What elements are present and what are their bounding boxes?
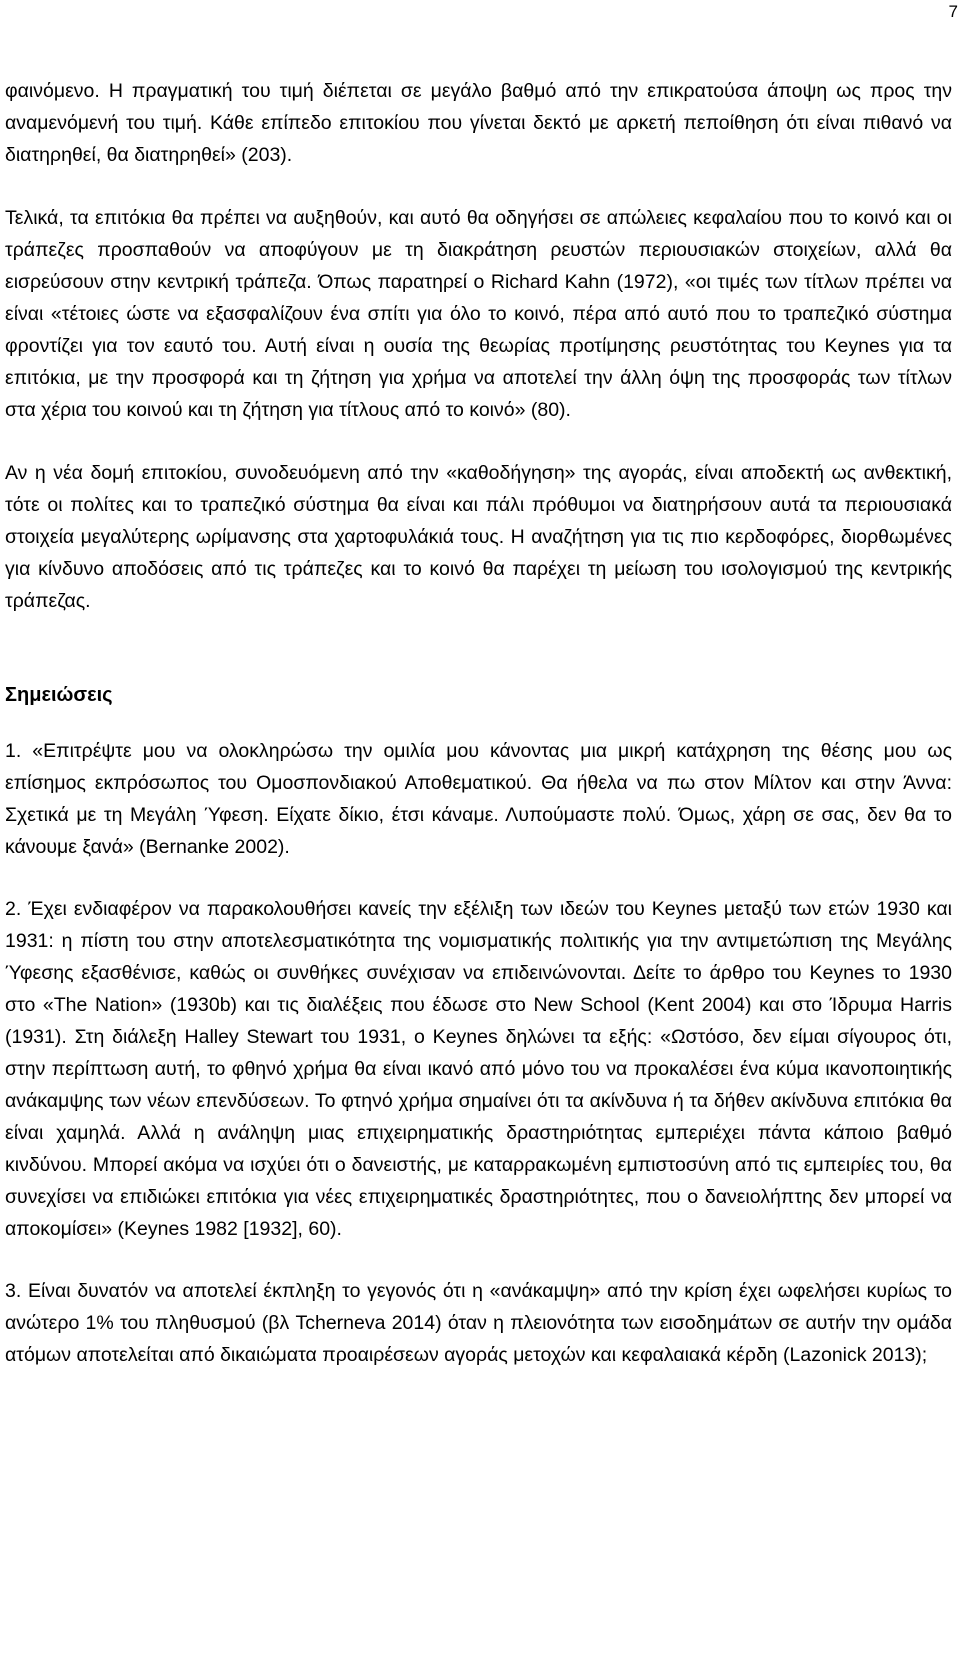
body-paragraph: Αν η νέα δομή επιτοκίου, συνοδευόμενη από την «καθοδήγηση» της αγοράς, είναι αποδεκτή ως ανθεκτική, τότε οι πολίτες και το τραπεζικό σύστημα θα είναι και πάλι πρόθυμοι να διατηρήσουν αυτά τα περιουσιακά στοιχεία μεγαλύτερης ωρίμανσης στα χαρτοφυλάκιά τους. Η αναζήτηση για τις πιο κερδοφόρες, διορθωμένες για κίνδυνο αποδόσεις από τις τράπεζες και το κοινό θα παρέχει τη μείωση του ισολογισμού της κεντρικής τράπεζας. (5, 462, 952, 612)
document-body (5, 75, 952, 1371)
page-number: 7 (948, 2, 958, 21)
body-paragraph: Τελικά, τα επιτόκια θα πρέπει να αυξηθούν, και αυτό θα οδηγήσει σε απώλειες κεφαλαίου που το κοινό και οι τράπεζες προσπαθούν να αποφύγουν με τη διακράτηση ρευστών περιουσιακών στοιχείων, αλλά θα εισρεύσουν στην κεντρική τράπεζα. Όπως παρατηρεί ο Richard Kahn (1972), «οι τιμές των τίτλων πρέπει να είναι «τέτοιες ώστε να εξασφαλίζουν ένα σπίτι για όλο το κοινό, πέρα από αυτό που το τραπεζικό σύστημα φροντίζει για τον εαυτό του. Αυτή είναι η ουσία της θεωρίας προτίμησης ρευστότητας του Keynes για τα επιτόκια, με την προσφορά και τη ζήτηση για χρήμα να αποτελεί την άλλη όψη της προσφοράς των τίτλων στα χέρια του κοινού και τη ζήτηση για τίτλους από το κοινό» (80). (5, 207, 952, 421)
footnote: 2. Έχει ενδιαφέρον να παρακολουθήσει κανείς την εξέλιξη των ιδεών του Keynes μεταξύ των ετών 1930 και 1931: η πίστη του στην αποτελεσματικότητα της νομισματικής πολιτικής για την αντιμετώπιση της Μεγάλης Ύφεσης εξασθένισε, καθώς οι συνθήκες συνέχισαν να επιδεινώνονται. Δείτε το άρθρο του Keynes το 1930 στο «The Nation» (1930b) και τις διαλέξεις που έδωσε στο New School (Kent 2004) και στο Ίδρυμα Harris (1931). Στη διάλεξη Halley Stewart του 1931, ο Keynes δηλώνει τα εξής: «Ωστόσο, δεν είμαι σίγουρος ότι, στην περίπτωση αυτή, το φθηνό χρήμα θα είναι ικανό από μόνο του να προκαλέσει ένα κύμα ικανοποιητικής ανάκαμψης των νέων επενδύσεων. Το φτηνό χρήμα σημαίνει ότι τα ακίνδυνα ή τα δήθεν ακίνδυνα επιτόκια θα είναι χαμηλά. Αλλά η ανάληψη μιας επιχειρηματικής δραστηριότητας εμπεριέχει πάντα κάποιο βαθμό κινδύνου. Μπορεί ακόμα να ισχύει ότι ο δανειστής, με καταρρακωμένη εμπιστοσύνη από τις εμπειρίες του, θα συνεχίσει να επιδιώκει επιτόκια για νέες επιχειρηματικές δραστηριότητες, που ο δανειολήπτης δεν μπορεί να αποκομίσει» (Keynes 1982 [1932], 60). (5, 898, 952, 1240)
notes-heading: Σημειώσεις (5, 684, 113, 706)
footnote: 3. Είναι δυνατόν να αποτελεί έκπληξη το γεγονός ότι η «ανάκαμψη» από την κρίση έχει ωφελήσει κυρίως το ανώτερο 1% του πληθυσμού (βλ Tcherneva 2014) όταν η πλειονότητα των εισοδημάτων σε αυτήν την ομάδα ατόμων αποτελείται από δικαιώματα προαιρέσεων αγοράς μετοχών και κεφαλαιακά κέρδη (Lazonick 2013); (5, 1280, 952, 1366)
footnote: 1. «Επιτρέψτε μου να ολοκληρώσω την ομιλία μου κάνοντας μια μικρή κατάχρηση της θέσης μου ως επίσημος εκπρόσωπος του Ομοσπονδιακού Αποθεματικού. Θα ήθελα να πω στον Μίλτον και στην Άννα: Σχετικά με τη Μεγάλη Ύφεση. Είχατε δίκιο, έτσι κάναμε. Λυπούμαστε πολύ. Όμως, χάρη σε σας, δεν θα το κάνουμε ξανά» (Bernanke 2002). (5, 740, 952, 858)
body-paragraph: φαινόμενο. Η πραγματική του τιμή διέπεται σε μεγάλο βαθμό από την επικρατούσα άποψη ως προς την αναμενόμενή του τιμή. Κάθε επίπεδο επιτοκίου που γίνεται δεκτό με αρκετή πεποίθηση ότι είναι πιθανό να διατηρηθεί, θα διατηρηθεί» (203). (5, 80, 952, 166)
